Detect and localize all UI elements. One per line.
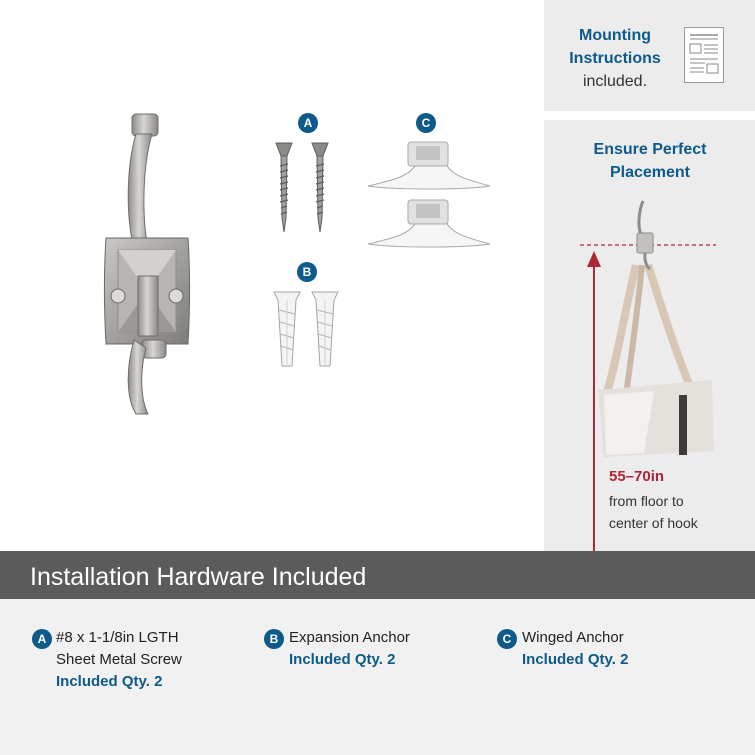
document-icon: [684, 27, 724, 83]
item-c-badge: C: [497, 629, 517, 649]
height-description: [609, 490, 739, 534]
banner-title: Installation Hardware Included: [30, 563, 367, 591]
mini-hook-icon: [637, 201, 653, 269]
item-a-line2: Sheet Metal Screw: [56, 651, 182, 668]
item-b-qty: Included Qty. 2: [289, 651, 396, 668]
item-a: [56, 627, 246, 693]
expansion-anchor-icon: [274, 292, 300, 366]
tote-bag-icon: [598, 265, 714, 457]
winged-anchor-icon: [368, 142, 490, 189]
expansion-anchor-icon: [312, 292, 338, 366]
arrow-head-icon: [587, 251, 601, 267]
item-c: [522, 627, 702, 671]
mounting-line3: included.: [582, 73, 648, 90]
screw-icon: [276, 143, 292, 232]
placement-title-line2: Placement: [609, 164, 691, 181]
mounting-line2: Instructions: [569, 50, 661, 67]
mounting-text: [552, 24, 678, 93]
item-a-line1: #8 x 1-1/8in LGTH: [56, 629, 179, 646]
item-c-qty: Included Qty. 2: [522, 651, 629, 668]
winged-anchor-images: [364, 138, 494, 250]
expansion-anchor-images: [270, 288, 346, 372]
screw-icon: [312, 143, 328, 232]
screw-images: [268, 138, 344, 238]
winged-anchor-icon: [368, 200, 490, 247]
item-b-line1: Expansion Anchor: [289, 629, 410, 646]
height-range: 55–70in: [609, 468, 665, 485]
placement-title-line1: Ensure Perfect: [593, 141, 707, 158]
height-desc-line1: from floor to: [609, 493, 684, 509]
item-b: [289, 627, 469, 671]
placement-title: [560, 138, 740, 184]
part-a-badge: A: [298, 113, 318, 133]
mounting-line1: Mounting: [579, 27, 651, 44]
item-a-qty: Included Qty. 2: [56, 673, 163, 690]
item-c-line1: Winged Anchor: [522, 629, 624, 646]
hook-product-image: [96, 108, 206, 426]
height-desc-line2: center of hook: [609, 515, 698, 531]
part-c-badge: C: [416, 113, 436, 133]
item-a-badge: A: [32, 629, 52, 649]
part-b-badge: B: [297, 262, 317, 282]
item-b-badge: B: [264, 629, 284, 649]
